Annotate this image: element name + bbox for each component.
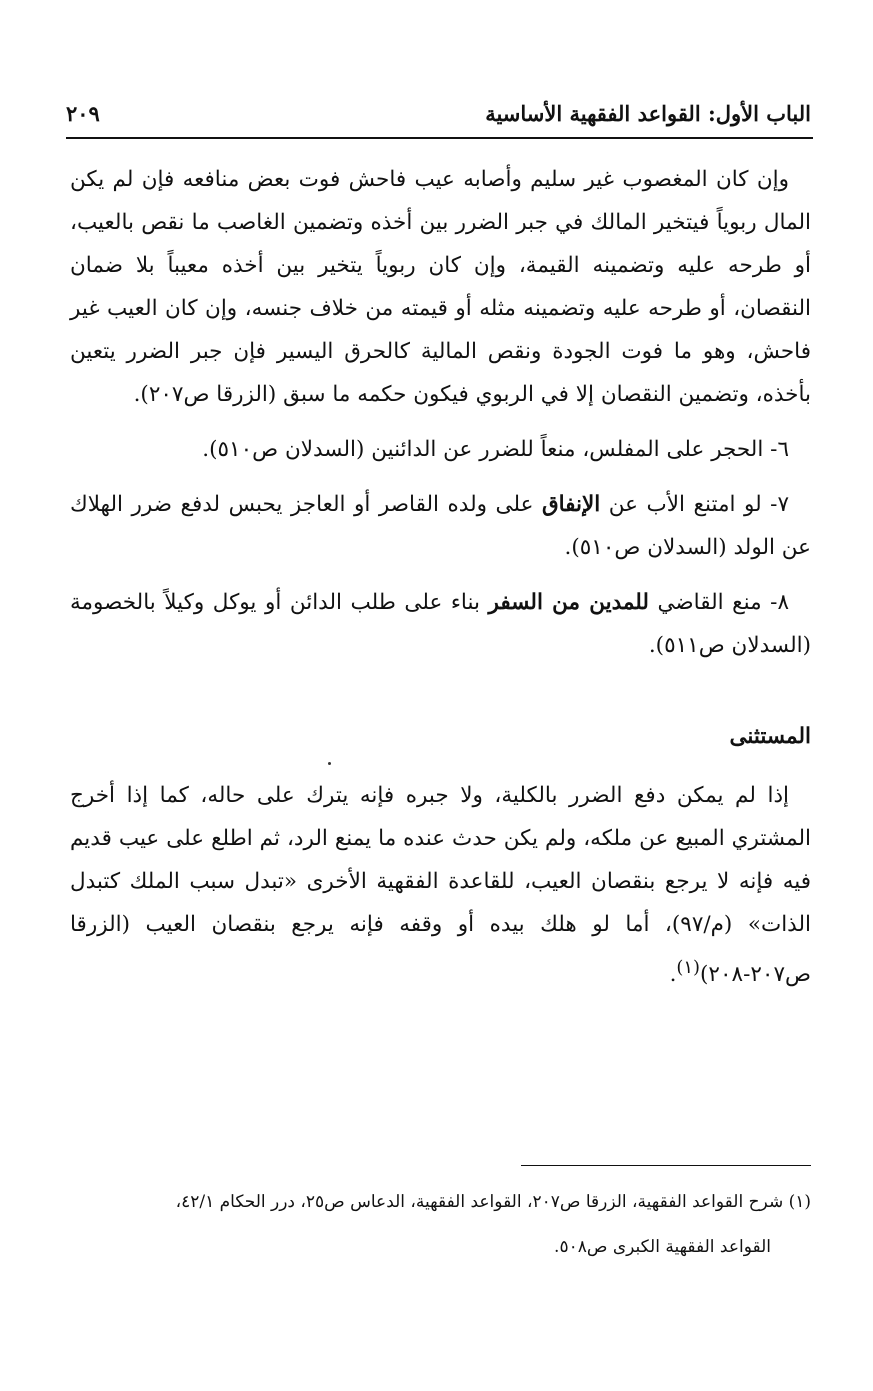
footnote-divider [521,1165,811,1166]
chapter-title: الباب الأول: القواعد الفقهية الأساسية [485,101,811,126]
page-number: ٢٠٩ [66,101,100,126]
footnote-line-2: القواعد الفقهية الكبرى ص٥٠٨. [554,1237,771,1257]
item8-bold-term: للمدين من السفر [488,590,649,615]
page-body [70,158,811,996]
running-header [66,92,811,126]
stray-dot [328,762,331,765]
item7-text-start: ٧- لو امتنع الأب عن [600,492,789,517]
exception-heading: المستثنى [729,724,811,749]
exception-text: إذا لم يمكن دفع الضرر بالكلية، ولا جبره فإنه يترك على حاله، كما إذا أخرج المشتري المبيع عن ملكه، ولم يكن حدث عنده ما يمنع الرد، ثم اطلع على عيب قديم فيه فإنه لا يرجع بنقصان العيب، للقاعدة الفقهية الأخرى «تبدل سبب الملك كتبدل الذات» (م/٩٧)، أما لو هلك بيده أو وقفه فإنه يرجع بنقصان العيب (الزرقا ص٢٠٧-٢٠٨) [70,783,811,988]
footnote-marker: (١) [676,957,701,978]
list-item-8 [70,581,811,667]
list-item-7 [70,483,811,569]
item7-text-end: على ولده القاصر أو العاجز يحبس لدفع ضرر الهلاك عن الولد (السدلان ص٥١٠). [70,492,811,560]
header-divider [66,137,813,139]
item8-text-end: بناء على طلب الدائن أو يوكل وكيلاً بالخصومة (السدلان ص٥١١). [70,590,811,658]
exception-paragraph: إذا لم يمكن دفع الضرر بالكلية، ولا جبره فإنه يترك على حاله، كما إذا أخرج المشتري المبيع عن ملكه، ولم يكن حدث عنده ما يمنع الرد، ثم اطلع على عيب قديم فيه فإنه لا يرجع بنقصان العيب، للقاعدة الفقهية الأخرى «تبدل سبب الملك كتبدل الذات» (م/٩٧)، أما لو هلك بيده أو وقفه فإنه يرجع بنقصان العيب (الزرقا ص٢٠٧-٢٠٨)$^{(١)}$. [70,783,811,988]
item8-text-start: ٨- منع القاضي [648,590,789,615]
main-paragraph: وإن كان المغصوب غير سليم وأصابه عيب فاحش فوت بعض منافعه فإن لم يكن المال ربوياً فيتخير المالك في جبر الضرر بين أخذه وتضمين الغاصب ما نقص بالعيب، أو طرحه عليه وتضمينه القيمة، وإن كان ربوياً يتخير بين أخذه معيباً بلا ضمان النقصان، أو طرحه عليه وتضمينه مثله أو قيمته من خلاف جنسه، وإن كان العيب غير فاحش، وهو ما فوت الجودة ونقص المالية كالحرق اليسير فإن جبر الضرر يتعين بأخذه، وتضمين النقصان إلا في الربوي فيكون حكمه ما سبق (الزرقا ص٢٠٧). [70,167,811,407]
footnote-block [70,1180,811,1270]
footnote-line-1: (١) شرح القواعد الفقهية، الزرقا ص٢٠٧، القواعد الفقهية، الدعاس ص٢٥، درر الحكام ٤٢/١، [175,1192,811,1212]
list-item-6: ٦- الحجر على المفلس، منعاً للضرر عن الدائنين (السدلان ص٥١٠). [202,437,789,462]
item7-bold-term: الإنفاق [541,492,601,517]
